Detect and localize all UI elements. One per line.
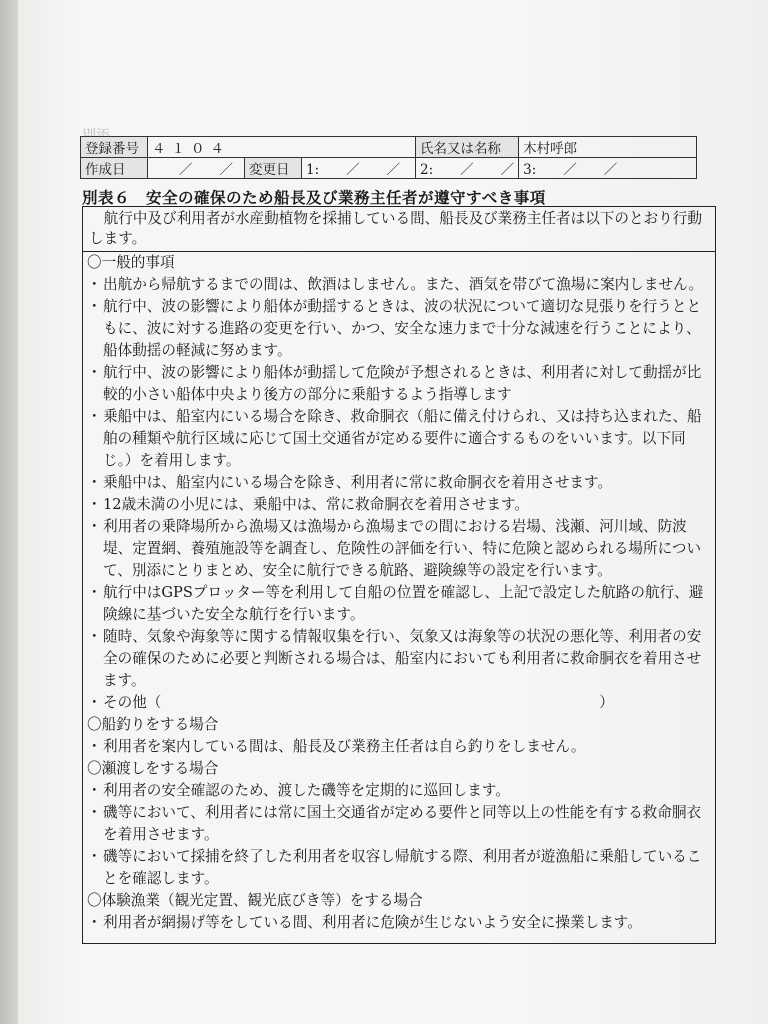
rules-box bbox=[82, 206, 716, 944]
changed-label: 変更日 bbox=[245, 158, 302, 179]
rule-item: ・ その他（ ） bbox=[87, 692, 707, 714]
registration-header-table bbox=[80, 136, 697, 179]
rule-item: ・ 航行中、波の影響により船体が動揺して危険が予想されるときは、利用者に対して動揺が比較的小さい船体中央より後方の部分に乗船するよう指導します bbox=[87, 362, 707, 406]
rule-item: ・ 利用者を案内している間は、船長及び業務主任者は自ら釣りをしません。 bbox=[87, 736, 707, 758]
rule-item: ・ 利用者の安全確認のため、渡した磯等を定期的に巡回します。 bbox=[87, 780, 707, 802]
section-heading: 〇船釣りをする場合 bbox=[87, 716, 219, 733]
name-value: 木村呼郎 bbox=[519, 137, 697, 158]
rule-item: ・ 利用者の乗降場所から漁場又は漁場から漁場までの間における岩場、浅瀬、河川域、防波堤、定置網、養殖施設等を調査し、危険性の評価を行い、特に危険と認められる場所について、別添にとりまとめ、安全に航行できる航路、避険線等の設定を行います。 bbox=[87, 516, 707, 582]
rule-item: ・ 乗船中は、船室内にいる場合を除き、利用者に常に救命胴衣を着用させます。 bbox=[87, 472, 707, 494]
created-label: 作成日 bbox=[81, 158, 148, 179]
table-title: 別表６ 安全の確保のため船長及び業務主任者が遵守すべき事項 bbox=[82, 188, 546, 207]
rule-item: ・ 12歳未満の小児には、乗船中は、常に救命胴衣を着用させます。 bbox=[87, 494, 707, 516]
rule-item: ・ 利用者が網揚げ等をしている間、利用者に危険が生じないよう安全に操業します。 bbox=[87, 912, 707, 934]
rule-item: ・ 乗船中は、船室内にいる場合を除き、救命胴衣（船に備え付けられ、又は持ち込まれた、船舶の種類や航行区域に応じて国土交通省が定める要件に適合するものをいいます。以下同じ。）を着用します。 bbox=[87, 406, 707, 472]
section-heading: 〇瀬渡しをする場合 bbox=[87, 760, 219, 777]
created-value: ／ ／ bbox=[148, 158, 245, 179]
rule-item: ・ 航行中はGPSプロッター等を利用して自船の位置を確認し、上記で設定した航路の航行、避険線に基づいた安全な航行を行います。 bbox=[87, 582, 707, 626]
intro-text: 航行中及び利用者が水産動植物を採捕している間、船長及び業務主任者は以下のとおり行動します。 bbox=[83, 207, 715, 252]
rule-item: ・ 磯等において採捕を終了した利用者を収容し帰航する際、利用者が遊漁船に乗船していることを確認します。 bbox=[87, 846, 707, 890]
name-label: 氏名又は名称 bbox=[416, 137, 519, 158]
change-date-2: 2: ／ ／ bbox=[416, 158, 519, 179]
change-date-1: 1: ／ ／ bbox=[302, 158, 416, 179]
rules-content bbox=[83, 252, 715, 934]
rule-item: ・ 随時、気象や海象等に関する情報収集を行い、気象又は海象等の状況の悪化等、利用者の安全の確保のために必要と判断される場合は、船室内においても利用者に救命胴衣を着用させます。 bbox=[87, 626, 707, 692]
section-heading: 〇体験漁業（観光定置、観光底びき等）をする場合 bbox=[87, 892, 423, 909]
reg-no-value: ４１０４ bbox=[148, 137, 416, 158]
rule-item: ・ 出航から帰航するまでの間は、飲酒はしません。また、酒気を帯びて漁場に案内しません。 bbox=[87, 274, 707, 296]
rule-item: ・ 磯等において、利用者には常に国土交通省が定める要件と同等以上の性能を有する救命胴衣を着用させます。 bbox=[87, 802, 707, 846]
reg-no-label: 登録番号 bbox=[81, 137, 148, 158]
section-heading: 〇一般的事項 bbox=[87, 254, 175, 271]
change-date-3: 3: ／ ／ bbox=[519, 158, 697, 179]
rule-item: ・ 航行中、波の影響により船体が動揺するときは、波の状況について適切な見張りを行うとともに、波に対する進路の変更を行い、かつ、安全な速力まで十分な減速を行うことにより、船体動揺の軽減に努めます。 bbox=[87, 296, 707, 362]
